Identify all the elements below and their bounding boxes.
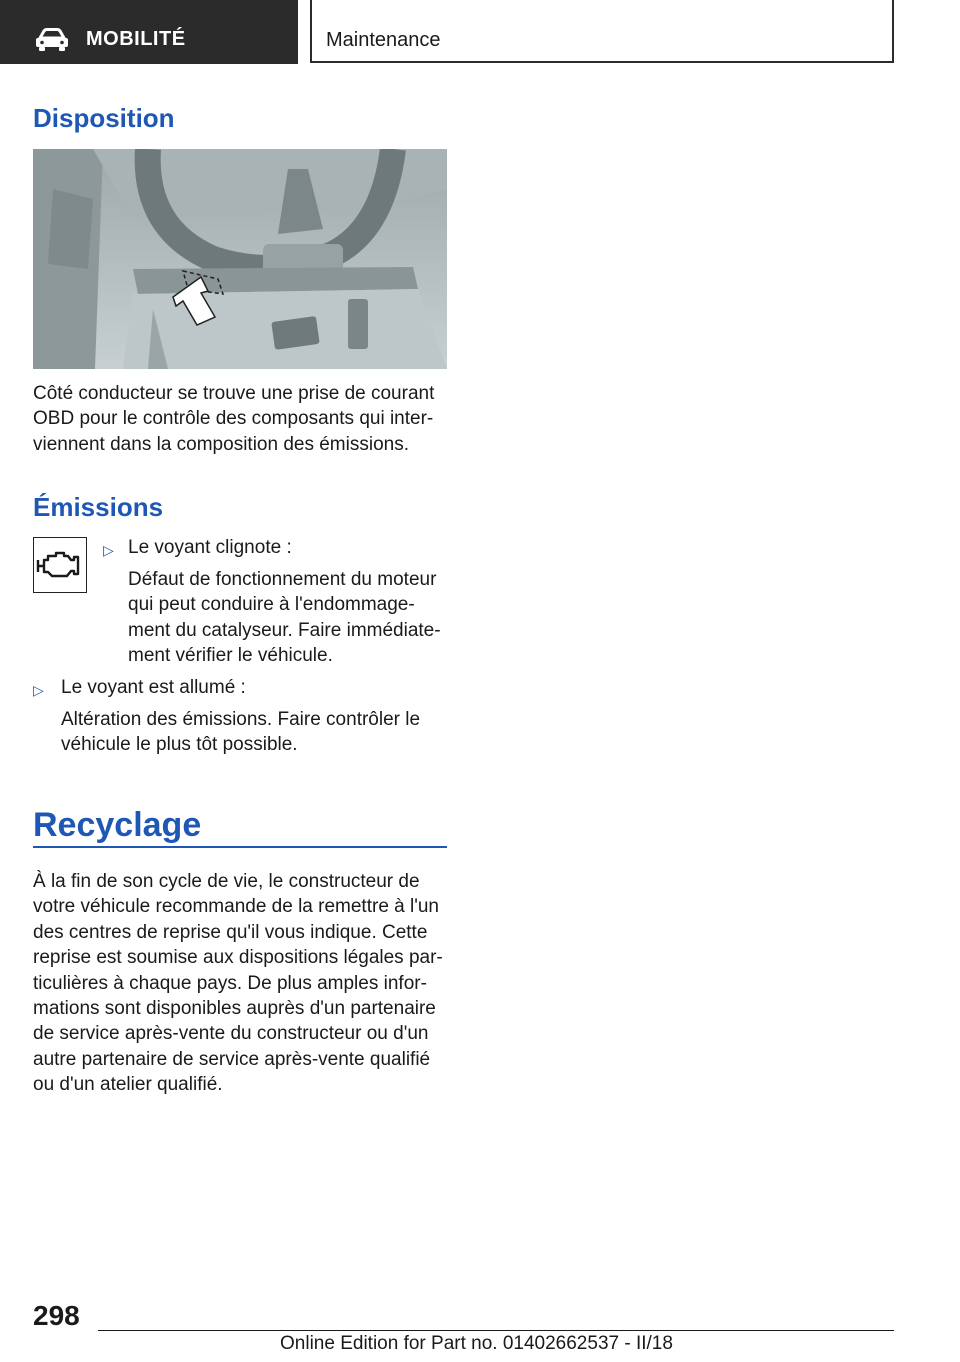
recyclage-text xyxy=(33,869,453,1098)
emissions-item-2-body xyxy=(61,707,451,758)
text-line: de service après-vente du constructeur ou d'un xyxy=(33,1023,429,1045)
text-line: OBD pour le contrôle des composants qui inter- xyxy=(33,408,434,430)
text-line: Altération des émissions. Faire contrôler le xyxy=(61,709,421,730)
section-title: MOBILITÉ xyxy=(86,28,186,50)
edition-label: Online Edition for Part no. 01402662537 - II/18 xyxy=(280,1333,673,1354)
bullet-triangle-icon: ▷ xyxy=(103,542,114,558)
text-line: qui peut conduire à l'endommage- xyxy=(128,594,415,616)
emissions-item-1-body xyxy=(128,567,458,669)
text-line: mations sont disponibles auprès d'un partenaire xyxy=(33,998,436,1020)
text-line: ticulières à chaque pays. De plus amples infor- xyxy=(33,972,427,994)
footer-divider xyxy=(98,1330,894,1331)
item-title: Le voyant clignote : xyxy=(128,537,292,558)
check-engine-icon xyxy=(33,537,87,593)
page-number: 298 xyxy=(33,1300,80,1331)
item-title: Le voyant est allumé : xyxy=(61,677,246,698)
text-line: viennent dans la composition des émissions. xyxy=(33,433,409,455)
heading-disposition: Disposition xyxy=(33,103,175,133)
heading-underline xyxy=(33,846,447,848)
text-line: véhicule le plus tôt possible. xyxy=(61,734,298,756)
disposition-text xyxy=(33,381,453,457)
text-line: À la fin de son cycle de vie, le constructeur de xyxy=(33,871,420,892)
obd-socket-illustration xyxy=(33,149,447,369)
emissions-item-2 xyxy=(61,675,451,700)
text-line: ment du catalyseur. Faire immédiate- xyxy=(128,619,441,641)
chapter-title: Maintenance xyxy=(326,29,441,51)
header-section-tab xyxy=(0,0,298,64)
text-line: ment vérifier le véhicule. xyxy=(128,645,333,667)
text-line: Défaut de fonctionnement du moteur xyxy=(128,569,437,590)
text-line: ou d'un atelier qualifié. xyxy=(33,1074,223,1096)
text-line: Côté conducteur se trouve une prise de courant xyxy=(33,383,435,404)
heading-recyclage: Recyclage xyxy=(33,806,202,844)
bullet-triangle-icon: ▷ xyxy=(33,682,44,698)
car-icon xyxy=(34,28,70,52)
text-line: des centres de reprise qu'il vous indique. Cette xyxy=(33,921,428,943)
text-line: votre véhicule recommande de la remettre à l'un xyxy=(33,896,439,918)
header-chapter-tab xyxy=(310,0,894,63)
text-line: reprise est soumise aux dispositions légales par- xyxy=(33,947,443,969)
emissions-item-1 xyxy=(128,535,458,560)
heading-emissions: Émissions xyxy=(33,492,164,522)
text-line: autre partenaire de service après-vente qualifié xyxy=(33,1048,431,1070)
